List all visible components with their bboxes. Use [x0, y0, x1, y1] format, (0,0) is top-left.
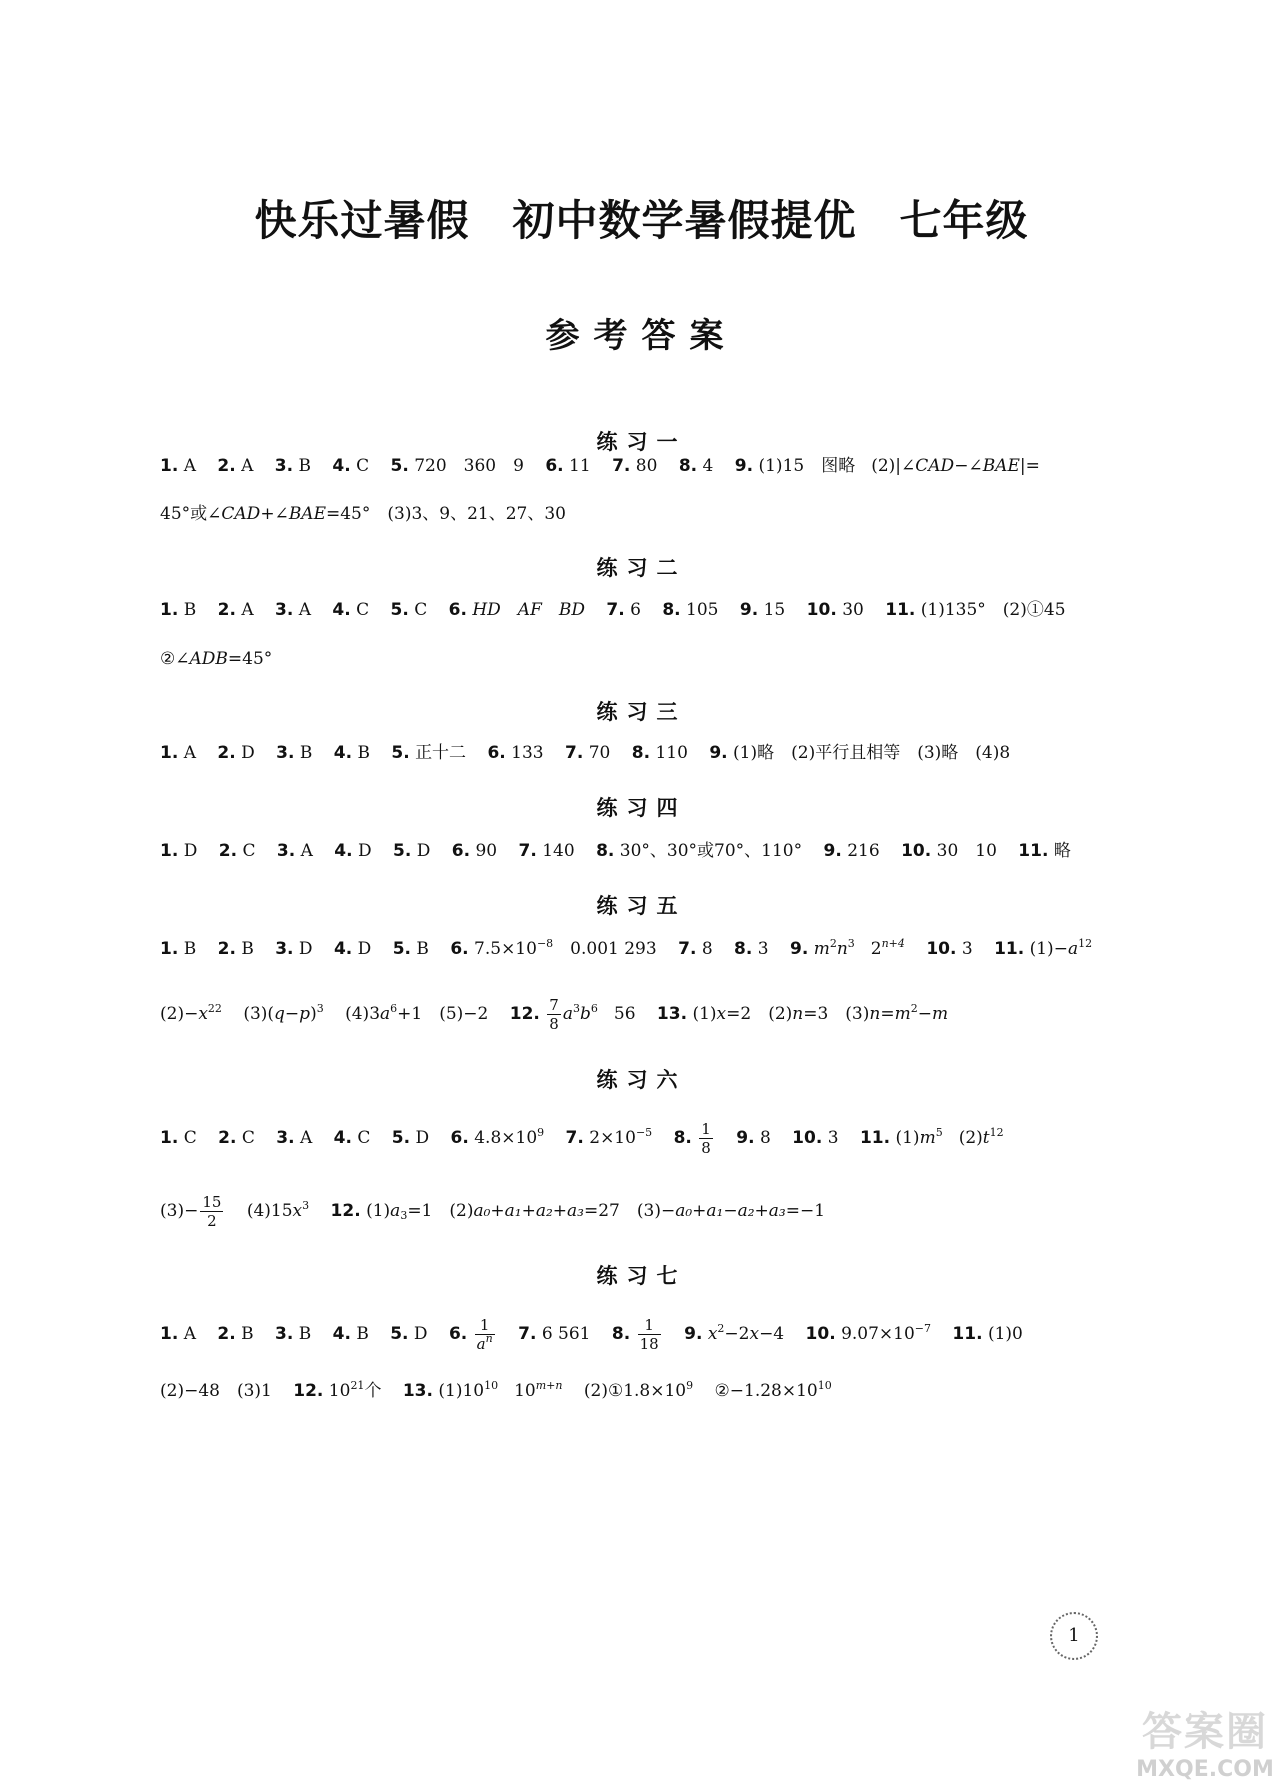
ex1-line-2: 45°或∠CAD+∠BAE=45° (3)3、9、21、27、30	[160, 504, 566, 524]
page-number: 1	[1050, 1612, 1098, 1660]
section-heading-2: 练习二	[596, 556, 687, 580]
fraction: $\frac{7}{8}$	[549, 996, 559, 1033]
fraction: $\frac{1}{8}$	[701, 1120, 711, 1157]
section-heading-4: 练习四	[596, 796, 687, 820]
ex2-line-2: ②∠ADB=45°	[160, 649, 273, 669]
ex6-line-2: (3)− $\frac{15}{2}$ $(4)15x^3$ 12. $(1)a_3=1$ (2)a₀+a₁+a₂+a₃=27 (3)−a₀+a₁−a₂+a₃=−1	[160, 1193, 826, 1230]
ex7-line-2: (2)−48 (3)1 12. $10^{21}$个 13. $(1)10^{10}$ $10^{m+n}$ $(2)①1.8\times 10^9$ $②-1.28\times 10^{10}$	[160, 1379, 832, 1401]
page-title: 快乐过暑假 初中数学暑假提优 七年级	[254, 196, 1029, 245]
watermark-url: MXQE.COM	[1136, 1757, 1274, 1782]
watermark-logo: 答案圈	[1142, 1709, 1268, 1755]
fraction: $\frac{1}{a^n}$	[476, 1316, 493, 1353]
ex4-line-1: 1. D 2. C 3. A 4. D 5. D 6. 90 7. 140 8. 30°、30°或70°、110° 9. 216 10. 30 10 11. 略	[160, 841, 1071, 861]
section-heading-5: 练习五	[596, 894, 687, 918]
section-heading-6: 练习六	[596, 1068, 687, 1092]
ex5-line-1: 1. B 2. B 3. D 4. D 5. B 6. $7.5\times 10^{-8}$ 0.001 293 7. 8 8. 3 9. $m^2n^3$ $2^{n+4}$ 10. 3 11. $(1)-a^{12}$	[160, 937, 1093, 959]
fraction: $\frac{15}{2}$	[202, 1193, 222, 1230]
answer-key-heading: 参考答案	[545, 316, 738, 356]
section-heading-7: 练习七	[596, 1264, 687, 1288]
ex7-line-1: 1. A 2. B 3. B 4. B 5. D 6. $\frac{1}{a^n}$ 7. 6 561 8. $\frac{1}{18}$ 9. $x^2-2x-4$ 10. $9.07\times 10^{-7}$ 11. (1)0	[160, 1316, 1023, 1353]
ex3-line-1: 1. A 2. D 3. B 4. B 5. 正十二 6. 133 7. 70 8. 110 9. (1)略 (2)平行且相等 (3)略 (4)8	[160, 743, 1011, 763]
section-heading-1: 练习一	[596, 430, 687, 454]
ex1-line-1: 1. A 2. A 3. B 4. C 5. 720 360 9 6. 11 7. 80 8. 4 9. (1)15 图略 (2)|∠CAD−∠BAE|=	[160, 456, 1040, 476]
fraction: $\frac{1}{18}$	[639, 1316, 659, 1353]
ex6-line-1: 1. C 2. C 3. A 4. C 5. D 6. $4.8\times 10^9$ 7. $2\times 10^{-5}$ 8. $\frac{1}{8}$ 9. 8 10. 3 11. $(1)m^5$ $(2)t^{12}$	[160, 1120, 1004, 1157]
section-heading-3: 练习三	[596, 700, 687, 724]
ex5-line-2: $(2)-x^{22}$ $(3)(q-p)^3$ $(4)3a^6+1$ (5)−2 12. $\frac{7}{8}$ $a^3b^6$ 56 13. (1)x=2 (2)n=3 $(3)n=m^2-m$	[160, 996, 949, 1033]
watermark	[1130, 1700, 1280, 1790]
ex2-line-1: 1. B 2. A 3. A 4. C 5. C 6. HD AF BD 7. 6 8. 105 9. 15 10. 30 11. (1)135° (2)①45	[160, 600, 1066, 620]
